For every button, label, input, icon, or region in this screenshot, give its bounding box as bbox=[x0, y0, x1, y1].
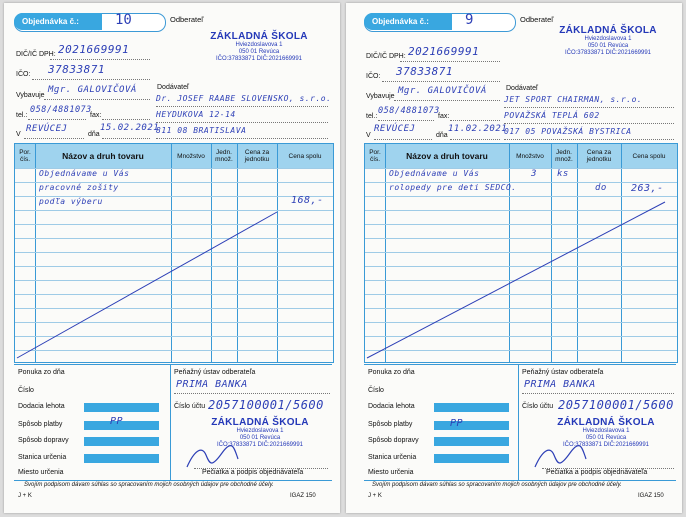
doprava-label: Spôsob dopravy bbox=[368, 437, 419, 444]
supplier-line-2 bbox=[504, 123, 674, 124]
stamp-street: Hviezdoslavova 1 bbox=[235, 42, 283, 48]
col-total: Cena spolu bbox=[632, 152, 666, 160]
handled-by-value: Mgr. GALOVIČOVÁ bbox=[398, 86, 487, 96]
date-value: 11.02.2021 bbox=[448, 124, 508, 134]
item-line-1: Objednávame u Vás bbox=[39, 169, 130, 178]
place-line bbox=[24, 138, 84, 139]
stamp-ids: IČO:37833871 DIČ:2021669991 bbox=[562, 442, 650, 448]
bottom-divider bbox=[364, 480, 676, 481]
footer-vdivider bbox=[518, 364, 519, 480]
ponuka-label: Ponuka zo dňa bbox=[368, 369, 415, 376]
item-unit: ks bbox=[557, 169, 569, 179]
stanica-label: Stanica určenia bbox=[18, 454, 67, 461]
order-number-value: 10 bbox=[115, 12, 132, 28]
account-value: 2057100001/5600 bbox=[208, 398, 324, 412]
consent-text: Svojím podpisom dávam súhlas so spracovaním mojich osobných údajov pre obchodné účely. bbox=[372, 482, 622, 488]
bank-label: Peňažný ústav odberateľa bbox=[522, 369, 604, 376]
supplier-city: 017 05 POVAŽSKÁ BYSTRICA bbox=[504, 127, 632, 136]
supplier-city: 811 08 BRATISLAVA bbox=[156, 126, 247, 135]
item-total: 168,- bbox=[291, 195, 324, 206]
stanica-box bbox=[434, 454, 509, 463]
signature-label: Pečiatka a podpis objednávateľa bbox=[546, 469, 648, 476]
supplier-line-1 bbox=[504, 107, 674, 108]
footer-divider bbox=[364, 364, 676, 365]
account-value: 2057100001/5600 bbox=[558, 398, 674, 412]
stanica-box bbox=[84, 454, 159, 463]
order-number-field bbox=[14, 13, 166, 32]
stamp-city: 050 01 Revúca bbox=[238, 49, 280, 55]
cislo-label: Číslo bbox=[18, 387, 34, 394]
ico-value: 37833871 bbox=[48, 63, 105, 76]
vybavuje-line bbox=[394, 100, 500, 101]
ico-line bbox=[32, 79, 150, 80]
item-line-2: rolopedy pre deti SEDCO. bbox=[389, 183, 517, 192]
order-number-label: Objednávka č.: bbox=[14, 13, 102, 30]
igaz-mark: IGAZ 150 bbox=[290, 493, 316, 499]
stamp-name: ZÁKLADNÁ ŠKOLA bbox=[210, 31, 308, 42]
order-number-field bbox=[364, 13, 516, 32]
customer-stamp bbox=[542, 25, 674, 57]
account-label: Číslo účtu bbox=[174, 403, 206, 410]
doprava-box bbox=[434, 437, 509, 446]
date-value: 15.02.2021 bbox=[100, 123, 160, 133]
supplier-label: Dodávateľ bbox=[506, 85, 539, 92]
stamp-name: ZÁKLADNÁ ŠKOLA bbox=[557, 417, 655, 428]
payment-value: PP bbox=[450, 418, 464, 429]
stamp-name: ZÁKLADNÁ ŠKOLA bbox=[211, 417, 309, 428]
item-total: 263,- bbox=[631, 183, 664, 194]
dic-label: DIČ/IČ DPH: bbox=[366, 53, 406, 60]
handwritten-signature bbox=[182, 441, 242, 471]
bottom-divider bbox=[14, 480, 332, 481]
fax-label: fax: bbox=[90, 112, 102, 119]
stamp-city: 050 01 Revúca bbox=[585, 435, 627, 441]
tel-value: 058/4881073 bbox=[30, 105, 92, 115]
fax-line bbox=[102, 119, 150, 120]
supplier-line-3 bbox=[504, 139, 674, 140]
ico-value: 37833871 bbox=[396, 65, 453, 78]
dic-label: DIČ/IČ DPH: bbox=[16, 51, 56, 58]
tel-label: tel.: bbox=[16, 112, 28, 119]
order-form-10 bbox=[4, 3, 340, 513]
miesto-label: Miesto určenia bbox=[368, 469, 414, 476]
item-line-3: podľa výberu bbox=[39, 197, 103, 206]
signature-label: Pečiatka a podpis objednávateľa bbox=[202, 469, 304, 476]
col-por: Por. čís. bbox=[369, 149, 381, 163]
footer-divider bbox=[14, 364, 332, 365]
item-qty: 3 bbox=[531, 169, 537, 179]
order-number-value: 9 bbox=[465, 12, 474, 28]
order-form-9 bbox=[346, 3, 682, 513]
place-value: REVÚCEJ bbox=[26, 124, 68, 134]
bank-line bbox=[522, 393, 674, 394]
doprava-box bbox=[84, 437, 159, 446]
payment-value: PP bbox=[110, 416, 124, 427]
dodacia-label: Dodacia lehota bbox=[368, 403, 415, 410]
ico-line bbox=[382, 81, 500, 82]
stamp-ids: IČO:37833871 DIČ:2021669991 bbox=[216, 442, 304, 448]
col-unit: Jedn. množ. bbox=[555, 149, 573, 163]
account-label: Číslo účtu bbox=[522, 403, 554, 410]
customer-label: Odberateľ bbox=[170, 15, 204, 24]
vybavuje-label: Vybavuje bbox=[366, 93, 395, 100]
igaz-mark: IGAZ 150 bbox=[638, 493, 664, 499]
customer-label: Odberateľ bbox=[520, 15, 554, 24]
col-qty: Množstvo bbox=[177, 152, 205, 160]
stamp-street: Hviezdoslavova 1 bbox=[584, 36, 632, 42]
platba-label: Spôsob platby bbox=[368, 421, 413, 428]
ponuka-label: Ponuka zo dňa bbox=[18, 369, 65, 376]
col-por: Por. čís. bbox=[19, 149, 31, 163]
v-label: V bbox=[366, 132, 371, 139]
bank-value: PRIMA BANKA bbox=[524, 379, 596, 390]
order-number-label: Objednávka č.: bbox=[364, 13, 452, 30]
dic-line bbox=[400, 61, 500, 62]
place-line bbox=[374, 139, 432, 140]
strike-line bbox=[365, 144, 677, 362]
handled-by-value: Mgr. GALOVIČOVÁ bbox=[48, 85, 137, 95]
supplier-line-2 bbox=[156, 122, 328, 123]
supplier-street: HEYDUKOVA 12-14 bbox=[156, 110, 236, 119]
jk-mark: J + K bbox=[368, 493, 382, 499]
doprava-label: Spôsob dopravy bbox=[18, 437, 69, 444]
stamp-street: Hviezdoslavova 1 bbox=[582, 428, 630, 434]
footer-vdivider bbox=[170, 364, 171, 480]
dodacia-label: Dodacia lehota bbox=[18, 403, 65, 410]
dodacia-box bbox=[84, 403, 159, 412]
item-line-1: Objednávame u Vás bbox=[389, 169, 480, 178]
col-unit: Jedn. množ. bbox=[215, 149, 233, 163]
bank-value: PRIMA BANKA bbox=[176, 379, 248, 390]
vybavuje-label: Vybavuje bbox=[16, 92, 45, 99]
place-value: REVÚCEJ bbox=[374, 124, 416, 134]
stamp-street: Hviezdoslavova 1 bbox=[236, 428, 284, 434]
bank-label: Peňažný ústav odberateľa bbox=[174, 369, 256, 376]
stamp-city: 050 01 Revúca bbox=[239, 435, 281, 441]
date-line bbox=[450, 139, 500, 140]
stamp-city: 050 01 Revúca bbox=[587, 43, 629, 49]
stamp-name: ZÁKLADNÁ ŠKOLA bbox=[559, 25, 657, 36]
col-qty: Množstvo bbox=[516, 152, 544, 160]
tel-line bbox=[378, 120, 434, 121]
ico-label: IČO: bbox=[366, 73, 381, 80]
col-name: Názov a druh tovaru bbox=[62, 150, 144, 161]
item-unit-price: do bbox=[595, 183, 607, 193]
customer-stamp bbox=[194, 31, 324, 63]
platba-label: Spôsob platby bbox=[18, 421, 63, 428]
dic-value: 2021669991 bbox=[408, 45, 480, 58]
platba-box bbox=[434, 421, 509, 430]
dna-label: dňa bbox=[436, 132, 448, 139]
supplier-label: Dodávateľ bbox=[157, 84, 190, 91]
col-unit-price: Cena za jednotku bbox=[586, 149, 612, 163]
supplier-line-3 bbox=[156, 138, 328, 139]
jk-mark: J + K bbox=[18, 493, 32, 499]
dic-line bbox=[50, 59, 150, 60]
dic-value: 2021669991 bbox=[58, 43, 130, 56]
consent-text: Svojím podpisom dávam súhlas so spracovaním mojich osobných údajov pre obchodné účely. bbox=[24, 482, 274, 488]
tel-value: 058/4881073 bbox=[378, 106, 440, 116]
stamp-ids: IČO:37833871 DIČ:2021669991 bbox=[215, 56, 303, 62]
tel-line bbox=[28, 119, 86, 120]
col-total: Cena spolu bbox=[288, 152, 322, 160]
dna-label: dňa bbox=[88, 131, 100, 138]
tel-label: tel.: bbox=[366, 113, 378, 120]
v-label: V bbox=[16, 131, 21, 138]
items-table bbox=[364, 143, 678, 363]
supplier-name: Dr. JOSEF RAABE SLOVENSKO, s.r.o. bbox=[156, 94, 332, 103]
supplier-line-1 bbox=[156, 106, 328, 107]
col-unit-price: Cena za jednotku bbox=[244, 149, 270, 163]
strike-line bbox=[15, 144, 333, 362]
items-table bbox=[14, 143, 334, 363]
handwritten-signature bbox=[530, 441, 590, 471]
miesto-label: Miesto určenia bbox=[18, 469, 64, 476]
supplier-street: POVAŽSKÁ TEPLÁ 602 bbox=[504, 111, 600, 120]
supplier-name: JET SPORT CHAIRMAN, s.r.o. bbox=[504, 95, 643, 104]
date-line bbox=[102, 138, 150, 139]
stamp-ids: IČO:37833871 DIČ:2021669991 bbox=[564, 50, 652, 56]
fax-line bbox=[450, 120, 500, 121]
ico-label: IČO: bbox=[16, 71, 31, 78]
cislo-label: Číslo bbox=[368, 387, 384, 394]
item-line-2: pracovné zošity bbox=[39, 183, 119, 192]
stanica-label: Stanica určenia bbox=[368, 454, 417, 461]
col-name: Názov a druh tovaru bbox=[406, 150, 488, 161]
dodacia-box bbox=[434, 403, 509, 412]
bank-line bbox=[174, 393, 330, 394]
fax-label: fax: bbox=[438, 113, 450, 120]
vybavuje-line bbox=[44, 99, 150, 100]
